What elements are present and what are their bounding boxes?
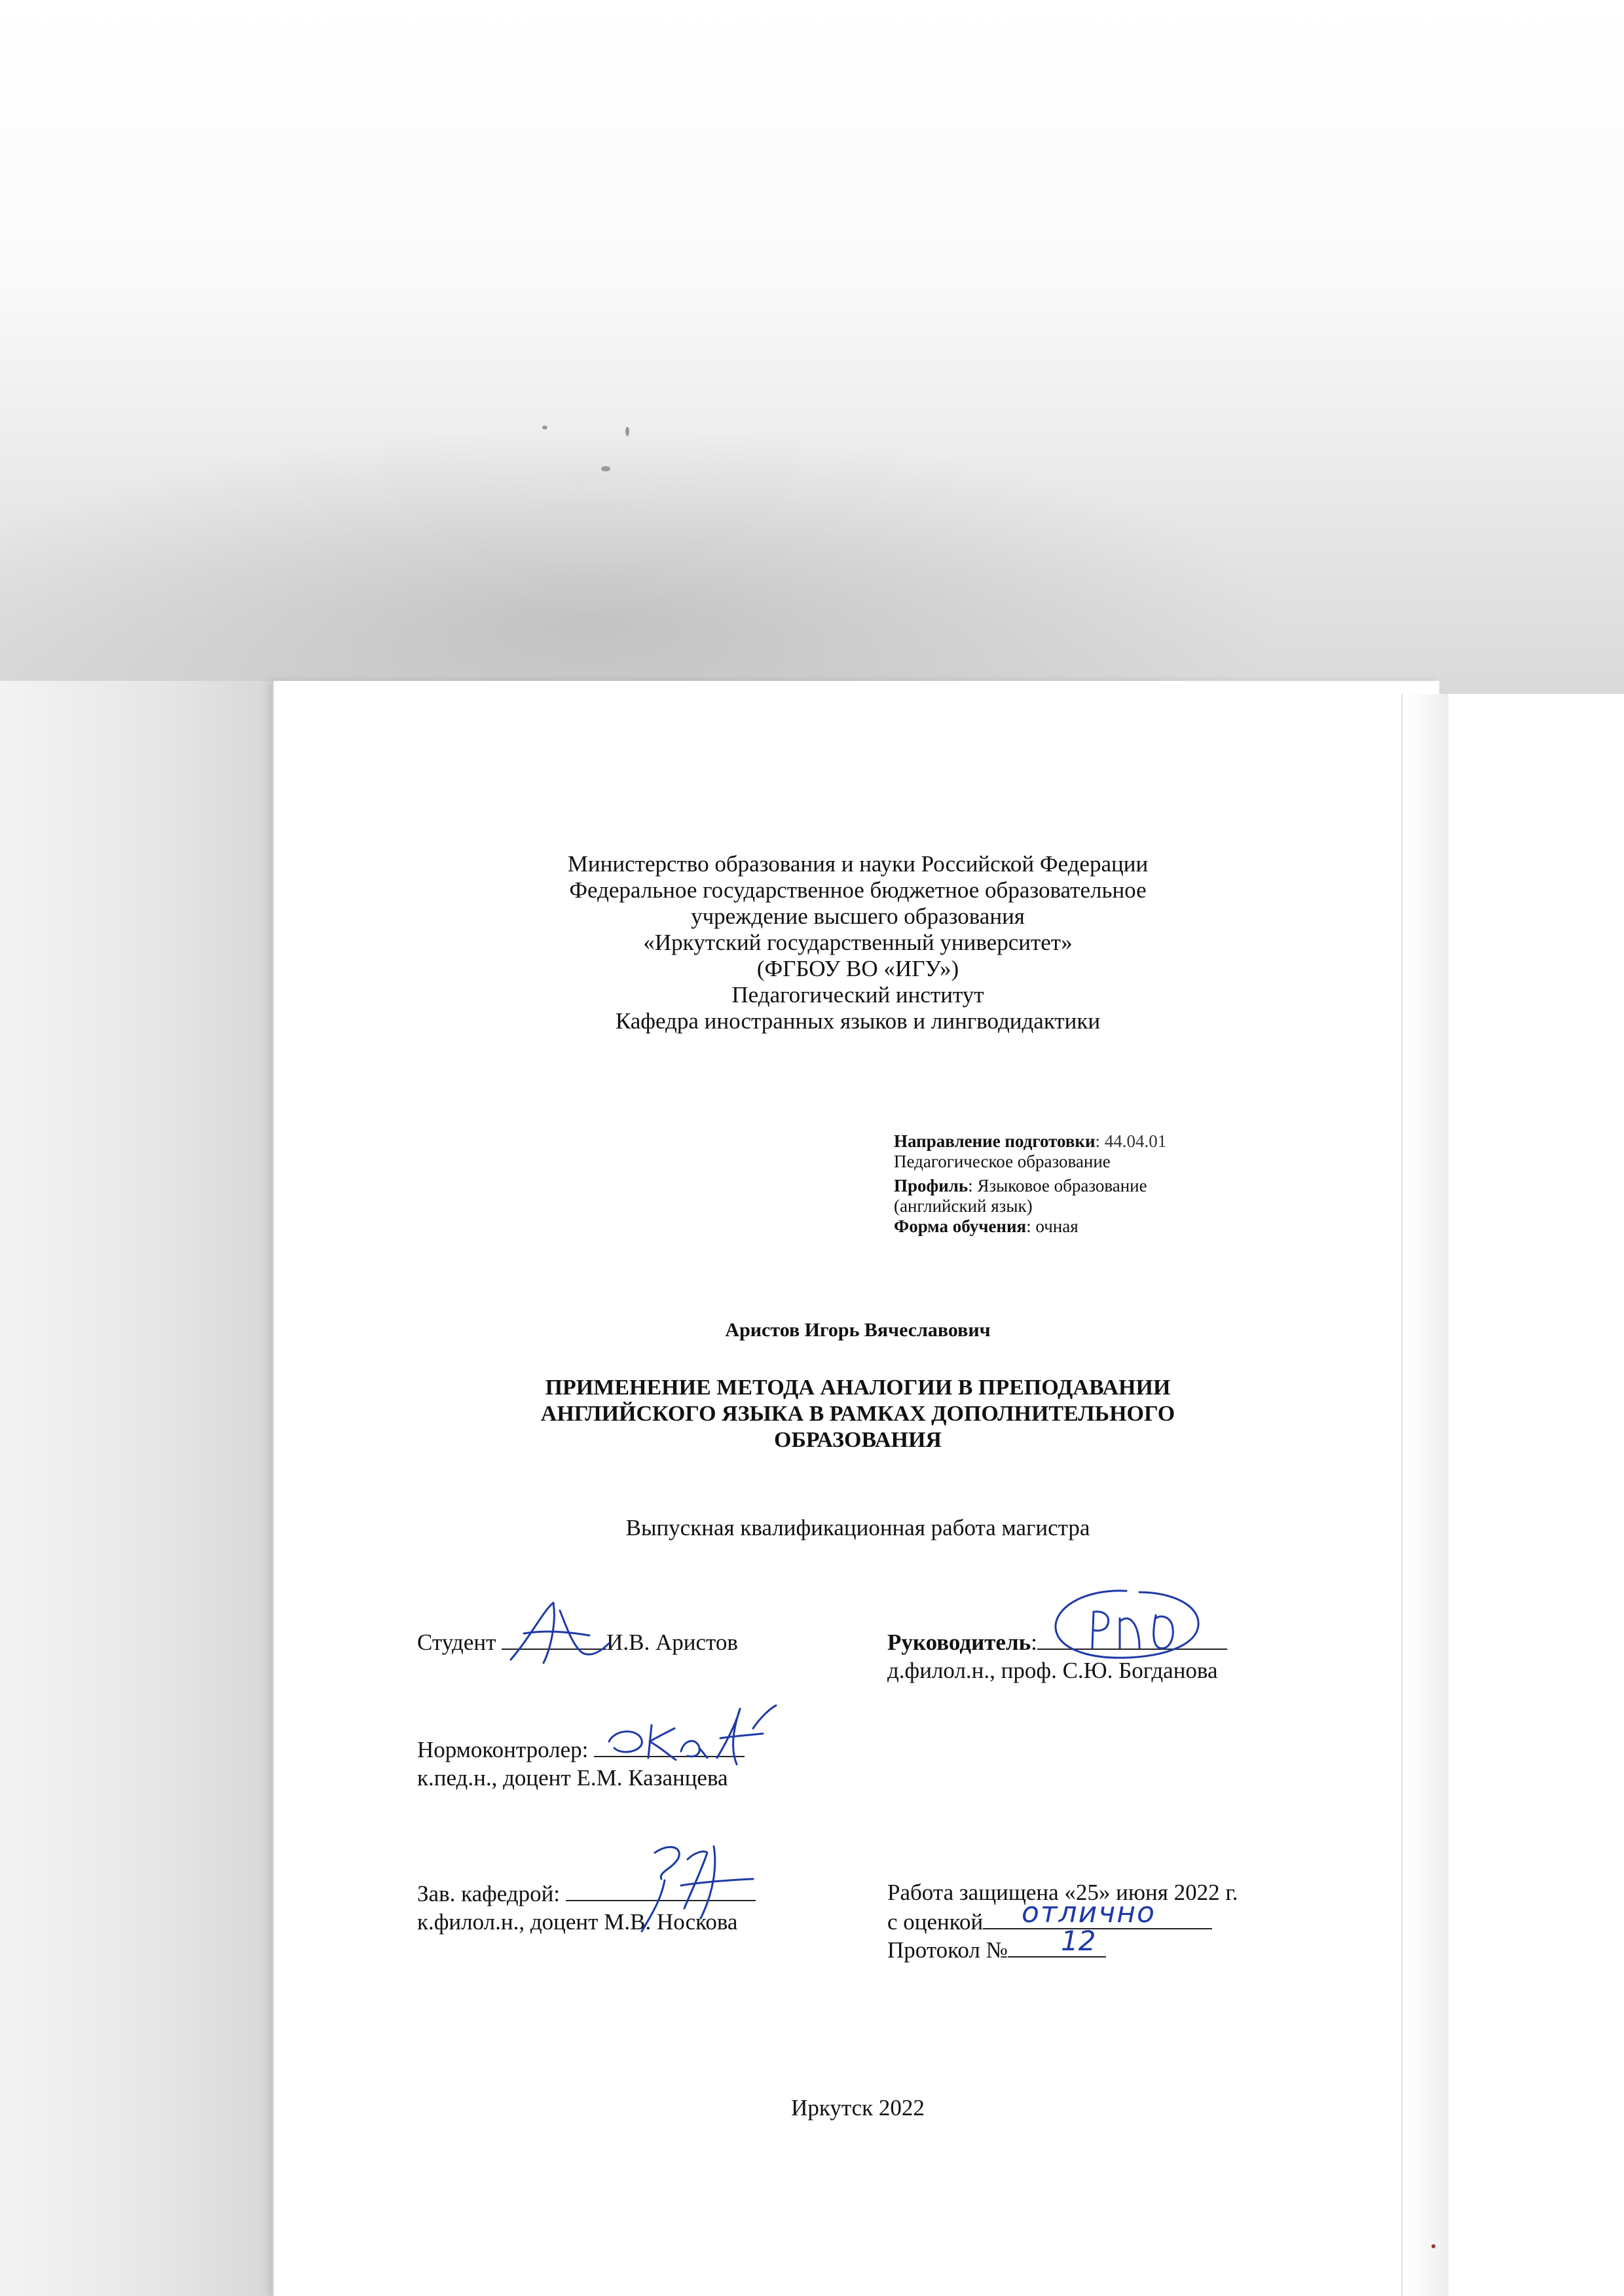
dust-speck [601,466,610,471]
header-line: Педагогический институт [731,982,984,1008]
student-signature [504,1597,616,1669]
header-line: Кафедра иностранных языков и лингводидактики [615,1008,1101,1034]
protocol-number-handwritten: 12 [1061,1925,1096,1957]
page-stack-edge [1401,694,1449,2296]
header-line: (ФГБОУ ВО «ИГУ») [756,956,959,981]
direction-label: Направление подготовки [894,1131,1096,1151]
profile-label: Профиль [894,1176,969,1195]
direction-name: Педагогическое образование [894,1152,1111,1171]
header-line: «Иркутский государственный университет» [643,930,1073,955]
dust-speck [625,427,629,436]
supervisor-name: д.филол.н., проф. С.Ю. Богданова [887,1658,1218,1683]
student-label: Студент [417,1630,496,1655]
normcontrol-name: к.пед.н., доцент Е.М. Казанцева [417,1765,728,1791]
dust-speck [542,426,547,429]
institution-header [367,851,1349,1034]
profile-value-cont: (английский язык) [894,1196,1033,1216]
author-name: Аристов Игорь Вячеславович [725,1319,991,1341]
head-name: к.филол.н., доцент М.В. Носкова [417,1909,738,1935]
direction-code: : 44.04.01 [1095,1131,1167,1151]
header-line: Федеральное государственное бюджетное образовательное [569,877,1147,903]
normcontrol-signature [602,1702,786,1774]
head-signature [622,1840,766,1938]
grade-handwritten: отлично [1022,1896,1156,1929]
profile-value: : Языковое образование [968,1176,1147,1195]
city-year: Иркутск 2022 [791,2095,925,2121]
defense-date: Работа защищена «25» июня 2022 г. [887,1880,1238,1905]
supervisor-signature [1048,1586,1205,1664]
protocol-label: Протокол № [887,1937,1008,1963]
title-line: АНГЛИЙСКОГО ЯЗЫКА В РАМКАХ ДОПОЛНИТЕЛЬНОГО [540,1402,1175,1426]
study-program-block [894,1131,1300,1237]
supervisor-colon: : [1031,1630,1037,1655]
normcontrol-label: Нормоконтролер: [417,1737,589,1762]
thesis-title [367,1375,1349,1453]
form-label: Форма обучения [894,1216,1027,1236]
title-line: ОБРАЗОВАНИЯ [774,1428,942,1452]
head-label: Зав. кафедрой: [417,1881,561,1906]
header-line: Министерство образования и науки Российской Федерации [567,851,1149,877]
supervisor-label: Руководитель [887,1630,1031,1655]
scanner-shadow-left [0,681,275,2296]
work-type: Выпускная квалификационная работа магистра [625,1515,1090,1540]
grade-label: с оценкой [887,1909,984,1935]
dust-speck [1431,2244,1435,2248]
scanner-shadow-top [0,0,1624,694]
form-value: : очная [1026,1216,1079,1236]
header-line: учреждение высшего образования [691,903,1025,929]
title-line: ПРИМЕНЕНИЕ МЕТОДА АНАЛОГИИ В ПРЕПОДАВАНИИ [545,1376,1171,1400]
student-name: И.В. Аристов [606,1630,738,1655]
